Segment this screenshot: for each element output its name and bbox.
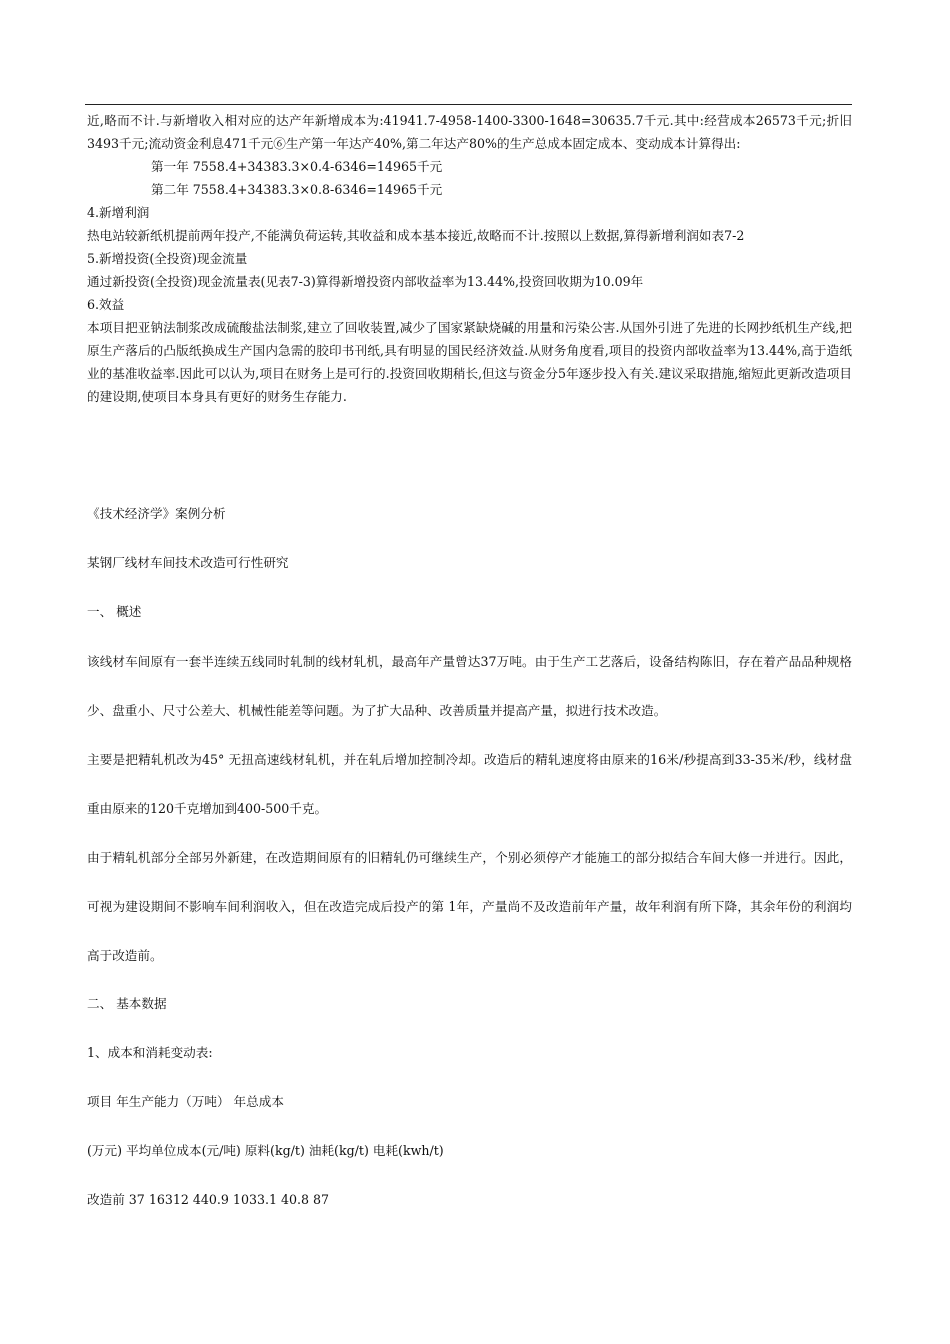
heading-basic-data: 二、 基本数据	[87, 996, 167, 1011]
heading-new-profit: 4.新增利润	[87, 205, 150, 220]
case-title: 某钢厂线材车间技术改造可行性研究	[87, 555, 289, 570]
paragraph-overview-2: 主要是把精轧机改为45° 无扭高速线材轧机，并在轧后增加控制冷却。改造后的精轧速度将由原来的16米/秒提高到33-35米/秒，线材盘重由原来的120千克增加到400-500千克。	[87, 752, 852, 816]
heading-cash-flow: 5.新增投资(全投资)现金流量	[87, 251, 248, 266]
paragraph-cost: 近,略而不计.与新增收入相对应的达产年新增成本为:41941.7-4958-1400-3300-1648=30635.7千元.其中:经营成本26573千元;折旧3493千元;流动资金利息471千元⑥生产第一年达产40%,第二年达产80%的生产总成本固定成本、变动成本计算得出:	[87, 113, 852, 151]
document-section-previous-case	[87, 109, 852, 408]
paragraph-overview-1: 该线材车间原有一套半连续五线同时轧制的线材轧机，最高年产量曾达37万吨。由于生产工艺落后，设备结构陈旧，存在着产品品种规格少、盘重小、尺寸公差大、机械性能差等问题。为了扩大品种、改善质量并提高产量，拟进行技术改造。	[87, 654, 852, 718]
paragraph-benefit: 本项目把亚钠法制浆改成硫酸盐法制浆,建立了回收装置,减少了国家紧缺烧碱的用量和污染公害.从国外引进了先进的长网抄纸机生产线,把原生产落后的凸版纸换成生产国内急需的胶印书刊纸,具有明显的国民经济效益.从财务角度看,项目的投资内部收益率为13.44%,高于造纸业的基准收益率.因此可以认为,项目在财务上是可行的.投资回收期稍长,但这与资金分5年逐步投入有关.建议采取措施,缩短此更新改造项目的建设期,使项目本身具有更好的财务生存能力.	[87, 320, 852, 404]
paragraph-new-profit: 热电站较新纸机提前两年投产,不能满负荷运转,其收益和成本基本接近,故略而不计.按照以上数据,算得新增利润如表7-2	[87, 228, 745, 243]
table-header-line-1: 项目 年生产能力（万吨） 年总成本	[87, 1094, 284, 1109]
heading-overview: 一、 概述	[87, 604, 142, 619]
paragraph-overview-3: 由于精轧机部分全部另外新建，在改造期间原有的旧精轧仍可继续生产，个别必须停产才能施工的部分拟结合车间大修一并进行。因此，可视为建设期间不影响车间利润收入，但在改造完成后投产的第 1年，产量尚不及改造前年产量，故年利润有所下降，其余年份的利润均高于改造前。	[87, 850, 852, 963]
table-row-before: 改造前 37 16312 440.9 1033.1 40.8 87	[87, 1192, 330, 1207]
subheading-cost-table: 1、成本和消耗变动表:	[87, 1045, 213, 1060]
header-rule	[85, 104, 852, 105]
paragraph-cash-flow: 通过新投资(全投资)现金流量表(见表7-3)算得新增投资内部收益率为13.44%,投资回收期为10.09年	[87, 274, 644, 289]
calc-year-one: 第一年 7558.4+34383.3×0.4-6346=14965千元	[151, 159, 443, 174]
table-header-line-2: (万元) 平均单位成本(元/吨) 原料(kg/t) 油耗(kg/t) 电耗(kwh/t)	[87, 1143, 444, 1158]
calc-year-two: 第二年 7558.4+34383.3×0.8-6346=14965千元	[151, 182, 443, 197]
document-section-case-analysis	[87, 502, 852, 1213]
book-title: 《技术经济学》案例分析	[87, 506, 226, 521]
heading-benefit: 6.效益	[87, 297, 125, 312]
